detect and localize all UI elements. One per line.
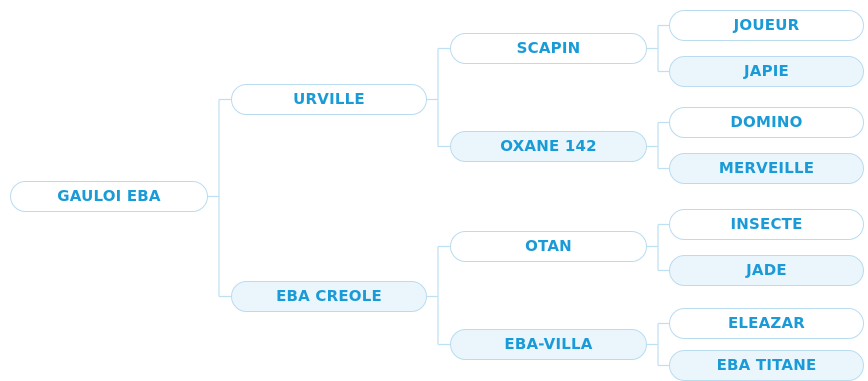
level3-node-0: JOUEUR: [669, 10, 864, 41]
connector-2: [427, 247, 450, 345]
connector-4: [647, 123, 669, 169]
level3-node-3: MERVEILLE: [669, 153, 864, 184]
level1-node-1: EBA CREOLE: [231, 281, 427, 312]
level2-node-1: OXANE 142: [450, 131, 647, 162]
level2-node-0: SCAPIN: [450, 33, 647, 64]
connector-0: [208, 100, 231, 297]
level1-node-0: URVILLE: [231, 84, 427, 115]
level3-node-5: JADE: [669, 255, 864, 286]
connector-3: [647, 26, 669, 72]
level3-node-7: EBA TITANE: [669, 350, 864, 381]
level3-node-6: ELEAZAR: [669, 308, 864, 339]
level3-node-4: INSECTE: [669, 209, 864, 240]
level3-node-1: JAPIE: [669, 56, 864, 87]
root-node: GAULOI EBA: [10, 181, 208, 212]
connector-1: [427, 49, 450, 147]
level2-node-3: EBA-VILLA: [450, 329, 647, 360]
connector-6: [647, 324, 669, 366]
connector-5: [647, 225, 669, 271]
level3-node-2: DOMINO: [669, 107, 864, 138]
level2-node-2: OTAN: [450, 231, 647, 262]
